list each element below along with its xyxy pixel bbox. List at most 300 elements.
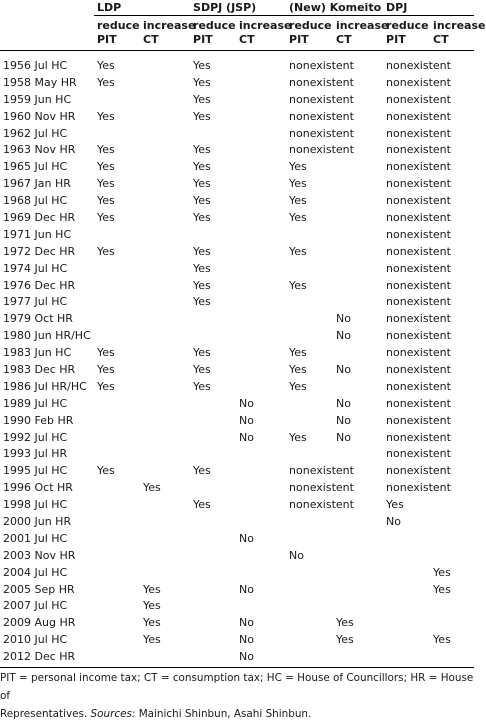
cell-ldp-reduce-pit	[94, 412, 140, 429]
cell-dpj-increase-ct	[430, 614, 474, 631]
cell-election: 1980 Jun HR/HC	[3, 329, 91, 343]
cell-election: 1992 Jul HC	[3, 430, 68, 444]
cell-sdpj-reduce-pit	[190, 581, 236, 598]
cell-ldp-reduce-pit	[94, 277, 140, 294]
table-row	[0, 108, 474, 125]
table-row	[0, 57, 474, 74]
cell-ldp-increase-ct	[140, 57, 190, 74]
cell-sdpj-increase-ct	[236, 378, 286, 395]
cell-ldp-increase-ct	[140, 344, 190, 361]
cell-sdpj-increase-ct	[236, 564, 286, 581]
cell-sdpj-reduce-pit: Yes	[193, 177, 211, 191]
cell-komeito-reduce-pit: No	[289, 548, 304, 562]
cell-komeito-reduce-pit	[286, 581, 333, 598]
cell-ldp-reduce-pit	[94, 530, 140, 547]
party-header-ldp: LDP	[94, 0, 190, 16]
table-row	[0, 378, 474, 395]
party-header-row	[0, 0, 474, 16]
footnote-sources-line	[0, 705, 474, 723]
cell-sdpj-reduce-pit	[190, 564, 236, 581]
subheader-row	[0, 16, 474, 51]
table-row	[0, 479, 474, 496]
cell-dpj-reduce-pit: nonexistent	[386, 312, 451, 326]
cell-komeito-reduce-pit: nonexistent	[289, 126, 354, 140]
cell-komeito-increase-ct	[333, 209, 383, 226]
cell-sdpj-reduce-pit: Yes	[193, 498, 211, 512]
cell-komeito-increase-ct: No	[336, 312, 351, 326]
cell-election: 1995 Jul HC	[3, 464, 68, 478]
cell-komeito-reduce-pit: Yes	[289, 210, 307, 224]
cell-ldp-reduce-pit	[94, 91, 140, 108]
cell-komeito-increase-ct: Yes	[336, 633, 354, 647]
cell-komeito-reduce-pit	[286, 648, 333, 665]
cell-election: 1979 Oct HR	[3, 312, 73, 326]
cell-komeito-increase-ct	[333, 344, 383, 361]
cell-komeito-reduce-pit: nonexistent	[289, 143, 354, 157]
cell-sdpj-increase-ct	[236, 243, 286, 260]
cell-election: 1989 Jul HC	[3, 396, 68, 410]
cell-komeito-reduce-pit: Yes	[289, 177, 307, 191]
cell-election: 1996 Oct HR	[3, 481, 73, 495]
cell-sdpj-reduce-pit: Yes	[193, 210, 211, 224]
table-footnote	[0, 667, 474, 723]
cell-sdpj-increase-ct: No	[239, 430, 254, 444]
table-row	[0, 395, 474, 412]
cell-komeito-increase-ct	[333, 581, 383, 598]
cell-dpj-reduce-pit: nonexistent	[386, 143, 451, 157]
cell-sdpj-reduce-pit	[190, 614, 236, 631]
cell-komeito-increase-ct	[333, 445, 383, 462]
cell-dpj-increase-ct	[430, 496, 474, 513]
cell-komeito-reduce-pit	[286, 598, 333, 615]
cell-sdpj-reduce-pit: Yes	[193, 194, 211, 208]
cell-dpj-reduce-pit: nonexistent	[386, 58, 451, 72]
cell-sdpj-reduce-pit: Yes	[193, 244, 211, 258]
cell-komeito-reduce-pit	[286, 260, 333, 277]
cell-dpj-reduce-pit: nonexistent	[386, 75, 451, 89]
cell-sdpj-increase-ct	[236, 192, 286, 209]
cell-komeito-increase-ct	[333, 598, 383, 615]
cell-election: 1971 Jun HC	[3, 227, 72, 241]
cell-dpj-reduce-pit: nonexistent	[386, 194, 451, 208]
cell-sdpj-reduce-pit: Yes	[193, 379, 211, 393]
cell-election: 1968 Jul HC	[3, 194, 68, 208]
cell-sdpj-increase-ct	[236, 361, 286, 378]
cell-ldp-increase-ct: Yes	[143, 616, 161, 630]
cell-sdpj-increase-ct	[236, 108, 286, 125]
cell-komeito-reduce-pit: Yes	[289, 244, 307, 258]
cell-komeito-increase-ct	[333, 243, 383, 260]
cell-ldp-increase-ct: Yes	[143, 599, 161, 613]
cell-dpj-reduce-pit: nonexistent	[386, 329, 451, 343]
cell-ldp-reduce-pit: Yes	[97, 58, 115, 72]
cell-dpj-reduce-pit	[383, 530, 430, 547]
table-row	[0, 327, 474, 344]
cell-ldp-increase-ct	[140, 564, 190, 581]
cell-dpj-reduce-pit: nonexistent	[386, 261, 451, 275]
table-row	[0, 564, 474, 581]
cell-komeito-reduce-pit: nonexistent	[289, 58, 354, 72]
cell-sdpj-increase-ct	[236, 158, 286, 175]
cell-ldp-reduce-pit: Yes	[97, 194, 115, 208]
cell-komeito-reduce-pit: Yes	[289, 194, 307, 208]
header-corner	[0, 0, 94, 16]
cell-ldp-reduce-pit: Yes	[97, 210, 115, 224]
cell-ldp-reduce-pit	[94, 293, 140, 310]
cell-sdpj-increase-ct	[236, 260, 286, 277]
cell-ldp-increase-ct	[140, 547, 190, 564]
cell-komeito-increase-ct: No	[336, 362, 351, 376]
cell-sdpj-increase-ct	[236, 310, 286, 327]
cell-komeito-increase-ct: No	[336, 396, 351, 410]
cell-sdpj-increase-ct	[236, 344, 286, 361]
cell-sdpj-increase-ct	[236, 277, 286, 294]
table-row	[0, 513, 474, 530]
subheader-corner	[0, 16, 94, 51]
cell-komeito-increase-ct	[333, 378, 383, 395]
cell-election: 2010 Jul HC	[3, 633, 68, 647]
table-body	[0, 51, 474, 666]
table-row	[0, 293, 474, 310]
cell-dpj-increase-ct: Yes	[433, 565, 451, 579]
table-row	[0, 530, 474, 547]
cell-komeito-reduce-pit: Yes	[289, 278, 307, 292]
cell-sdpj-increase-ct	[236, 91, 286, 108]
cell-komeito-increase-ct	[333, 547, 383, 564]
subheader-komeito-increase-ct: increase CT	[333, 16, 383, 51]
cell-komeito-reduce-pit	[286, 293, 333, 310]
cell-dpj-reduce-pit	[383, 648, 430, 665]
cell-sdpj-increase-ct	[236, 513, 286, 530]
cell-dpj-reduce-pit: nonexistent	[386, 278, 451, 292]
table-row	[0, 226, 474, 243]
cell-sdpj-reduce-pit: Yes	[193, 58, 211, 72]
cell-sdpj-increase-ct	[236, 327, 286, 344]
table-row	[0, 412, 474, 429]
cell-ldp-reduce-pit	[94, 547, 140, 564]
cell-sdpj-reduce-pit	[190, 327, 236, 344]
cell-sdpj-increase-ct	[236, 209, 286, 226]
cell-ldp-reduce-pit	[94, 581, 140, 598]
cell-komeito-reduce-pit	[286, 327, 333, 344]
cell-sdpj-reduce-pit	[190, 445, 236, 462]
cell-ldp-increase-ct	[140, 429, 190, 446]
cell-ldp-increase-ct: Yes	[143, 582, 161, 596]
cell-ldp-reduce-pit: Yes	[97, 177, 115, 191]
cell-sdpj-reduce-pit: Yes	[193, 346, 211, 360]
table-row	[0, 192, 474, 209]
cell-sdpj-reduce-pit	[190, 547, 236, 564]
cell-komeito-increase-ct	[333, 648, 383, 665]
cell-ldp-increase-ct	[140, 412, 190, 429]
cell-sdpj-increase-ct: No	[239, 633, 254, 647]
table-row	[0, 277, 474, 294]
cell-dpj-reduce-pit: nonexistent	[386, 92, 451, 106]
cell-ldp-reduce-pit: Yes	[97, 362, 115, 376]
cell-komeito-reduce-pit	[286, 412, 333, 429]
table-row	[0, 581, 474, 598]
table-row	[0, 243, 474, 260]
cell-dpj-reduce-pit: nonexistent	[386, 464, 451, 478]
subheader-dpj-increase-ct: increase CT	[430, 16, 474, 51]
cell-sdpj-increase-ct	[236, 141, 286, 158]
cell-election: 2005 Sep HR	[3, 582, 75, 596]
cell-dpj-reduce-pit	[383, 614, 430, 631]
table-row	[0, 631, 474, 648]
table-row	[0, 648, 474, 665]
cell-ldp-reduce-pit	[94, 648, 140, 665]
cell-sdpj-increase-ct	[236, 125, 286, 142]
cell-dpj-increase-ct: Yes	[433, 633, 451, 647]
cell-ldp-increase-ct	[140, 260, 190, 277]
cell-ldp-increase-ct	[140, 327, 190, 344]
cell-election: 1993 Jul HR	[3, 447, 68, 461]
cell-sdpj-reduce-pit	[190, 429, 236, 446]
cell-sdpj-reduce-pit	[190, 310, 236, 327]
cell-ldp-increase-ct	[140, 74, 190, 91]
cell-election: 1962 Jul HC	[3, 126, 68, 140]
cell-komeito-increase-ct	[333, 513, 383, 530]
cell-sdpj-increase-ct	[236, 74, 286, 91]
cell-sdpj-increase-ct	[236, 479, 286, 496]
cell-ldp-increase-ct	[140, 175, 190, 192]
cell-election: 2003 Nov HR	[3, 548, 76, 562]
cell-dpj-reduce-pit	[383, 564, 430, 581]
cell-komeito-increase-ct: No	[336, 329, 351, 343]
cell-sdpj-reduce-pit: Yes	[193, 143, 211, 157]
cell-komeito-reduce-pit: nonexistent	[289, 464, 354, 478]
cell-komeito-reduce-pit: Yes	[289, 430, 307, 444]
cell-ldp-increase-ct	[140, 125, 190, 142]
cell-sdpj-reduce-pit	[190, 412, 236, 429]
cell-dpj-reduce-pit: Yes	[386, 498, 404, 512]
cell-komeito-reduce-pit: nonexistent	[289, 92, 354, 106]
cell-komeito-increase-ct: Yes	[336, 616, 354, 630]
cell-ldp-reduce-pit	[94, 125, 140, 142]
cell-sdpj-increase-ct: No	[239, 413, 254, 427]
cell-ldp-reduce-pit	[94, 598, 140, 615]
cell-komeito-increase-ct	[333, 175, 383, 192]
table-row	[0, 175, 474, 192]
table-row	[0, 598, 474, 615]
cell-dpj-reduce-pit	[383, 547, 430, 564]
cell-election: 1974 Jul HC	[3, 261, 68, 275]
cell-sdpj-increase-ct	[236, 598, 286, 615]
cell-dpj-reduce-pit: nonexistent	[386, 126, 451, 140]
cell-sdpj-increase-ct	[236, 462, 286, 479]
cell-komeito-increase-ct: No	[336, 430, 351, 444]
party-header-komeito: (New) Komeito	[286, 0, 383, 16]
cell-dpj-increase-ct	[430, 530, 474, 547]
cell-komeito-increase-ct	[333, 530, 383, 547]
party-header-sdpj: SDPJ (JSP)	[190, 0, 286, 16]
table-row	[0, 74, 474, 91]
cell-dpj-reduce-pit: nonexistent	[386, 413, 451, 427]
cell-ldp-increase-ct	[140, 530, 190, 547]
cell-ldp-increase-ct	[140, 108, 190, 125]
cell-election: 1983 Jun HC	[3, 346, 72, 360]
cell-ldp-reduce-pit	[94, 310, 140, 327]
table-row	[0, 614, 474, 631]
cell-ldp-increase-ct	[140, 445, 190, 462]
cell-dpj-reduce-pit: No	[386, 514, 402, 528]
cell-ldp-increase-ct	[140, 293, 190, 310]
cell-dpj-reduce-pit: nonexistent	[386, 481, 451, 495]
cell-dpj-increase-ct: Yes	[433, 582, 451, 596]
cell-dpj-reduce-pit: nonexistent	[386, 160, 451, 174]
table-row	[0, 260, 474, 277]
cell-sdpj-increase-ct	[236, 496, 286, 513]
cell-ldp-reduce-pit: Yes	[97, 143, 115, 157]
cell-election: 2001 Jul HC	[3, 531, 68, 545]
cell-ldp-reduce-pit	[94, 564, 140, 581]
cell-ldp-increase-ct	[140, 243, 190, 260]
cell-ldp-reduce-pit	[94, 327, 140, 344]
cell-ldp-reduce-pit	[94, 260, 140, 277]
cell-komeito-reduce-pit	[286, 226, 333, 243]
subheader-komeito-reduce-pit: reduce PIT	[286, 16, 333, 51]
footnote-abbreviations: PIT = personal income tax; CT = consumption tax; HC = House of Councillors; HR = House of	[0, 672, 474, 702]
cell-komeito-increase-ct	[333, 158, 383, 175]
cell-komeito-increase-ct	[333, 564, 383, 581]
cell-dpj-reduce-pit	[383, 581, 430, 598]
cell-ldp-reduce-pit	[94, 395, 140, 412]
subheader-sdpj-reduce-pit: reduce PIT	[190, 16, 236, 51]
cell-election: 2009 Aug HR	[3, 616, 76, 630]
cell-sdpj-reduce-pit: Yes	[193, 464, 211, 478]
cell-ldp-reduce-pit: Yes	[97, 109, 115, 123]
cell-dpj-reduce-pit: nonexistent	[386, 227, 451, 241]
footnote-line2-prefix: Representatives.	[0, 708, 88, 720]
cell-election: 1972 Dec HR	[3, 244, 76, 258]
cell-sdpj-reduce-pit: Yes	[193, 109, 211, 123]
cell-sdpj-reduce-pit: Yes	[193, 295, 211, 309]
cell-komeito-reduce-pit: Yes	[289, 346, 307, 360]
cell-komeito-increase-ct	[333, 260, 383, 277]
cell-komeito-reduce-pit	[286, 445, 333, 462]
cell-ldp-reduce-pit	[94, 479, 140, 496]
cell-sdpj-reduce-pit: Yes	[193, 261, 211, 275]
cell-ldp-increase-ct: Yes	[143, 481, 161, 495]
cell-dpj-increase-ct	[430, 648, 474, 665]
cell-ldp-increase-ct	[140, 496, 190, 513]
cell-election: 1958 May HR	[3, 75, 77, 89]
cell-ldp-increase-ct	[140, 395, 190, 412]
cell-election: 1990 Feb HR	[3, 413, 74, 427]
cell-ldp-increase-ct	[140, 361, 190, 378]
cell-election: 2004 Jul HC	[3, 565, 68, 579]
table-row	[0, 310, 474, 327]
cell-komeito-reduce-pit	[286, 395, 333, 412]
cell-ldp-reduce-pit	[94, 631, 140, 648]
cell-sdpj-reduce-pit	[190, 530, 236, 547]
cell-election: 1986 Jul HR/HC	[3, 379, 87, 393]
cell-election: 2000 Jun HR	[3, 514, 72, 528]
cell-sdpj-reduce-pit	[190, 125, 236, 142]
table-row	[0, 496, 474, 513]
table-header	[0, 0, 486, 51]
cell-komeito-reduce-pit	[286, 513, 333, 530]
cell-komeito-reduce-pit	[286, 631, 333, 648]
table-row	[0, 547, 474, 564]
cell-dpj-increase-ct	[430, 598, 474, 615]
cell-komeito-reduce-pit: Yes	[289, 362, 307, 376]
cell-ldp-increase-ct	[140, 141, 190, 158]
cell-election: 1960 Nov HR	[3, 109, 76, 123]
cell-election: 1969 Dec HR	[3, 210, 76, 224]
cell-komeito-reduce-pit	[286, 310, 333, 327]
cell-dpj-reduce-pit: nonexistent	[386, 295, 451, 309]
cell-sdpj-increase-ct: No	[239, 616, 254, 630]
table-row	[0, 141, 474, 158]
cell-ldp-reduce-pit	[94, 614, 140, 631]
table-row	[0, 209, 474, 226]
cell-komeito-reduce-pit	[286, 614, 333, 631]
cell-sdpj-increase-ct	[236, 293, 286, 310]
cell-ldp-increase-ct	[140, 462, 190, 479]
cell-komeito-reduce-pit: nonexistent	[289, 498, 354, 512]
cell-ldp-reduce-pit	[94, 496, 140, 513]
cell-election: 1977 Jul HC	[3, 295, 68, 309]
cell-sdpj-increase-ct	[236, 445, 286, 462]
cell-election: 1998 Jul HC	[3, 498, 68, 512]
cell-dpj-reduce-pit: nonexistent	[386, 346, 451, 360]
table-row	[0, 125, 474, 142]
table-row	[0, 445, 474, 462]
cell-election: 2012 Dec HR	[3, 650, 76, 664]
cell-election: 1965 Jul HC	[3, 160, 68, 174]
cell-dpj-increase-ct	[430, 547, 474, 564]
cell-ldp-reduce-pit: Yes	[97, 379, 115, 393]
cell-ldp-increase-ct	[140, 192, 190, 209]
subheader-ldp-reduce-pit: reduce PIT	[94, 16, 140, 51]
cell-dpj-reduce-pit: nonexistent	[386, 362, 451, 376]
cell-ldp-reduce-pit: Yes	[97, 346, 115, 360]
cell-ldp-reduce-pit	[94, 226, 140, 243]
cell-sdpj-reduce-pit: Yes	[193, 278, 211, 292]
cell-komeito-reduce-pit	[286, 564, 333, 581]
cell-sdpj-increase-ct	[236, 226, 286, 243]
cell-sdpj-reduce-pit: Yes	[193, 75, 211, 89]
cell-ldp-increase-ct	[140, 277, 190, 294]
cell-dpj-reduce-pit: nonexistent	[386, 210, 451, 224]
cell-dpj-reduce-pit: nonexistent	[386, 396, 451, 410]
cell-dpj-reduce-pit: nonexistent	[386, 244, 451, 258]
table-row	[0, 91, 474, 108]
cell-komeito-increase-ct	[333, 226, 383, 243]
cell-election: 1959 Jun HC	[3, 92, 72, 106]
table-row	[0, 429, 474, 446]
cell-sdpj-reduce-pit	[190, 479, 236, 496]
cell-sdpj-reduce-pit	[190, 648, 236, 665]
cell-komeito-reduce-pit: Yes	[289, 160, 307, 174]
table-row	[0, 361, 474, 378]
cell-sdpj-reduce-pit: Yes	[193, 362, 211, 376]
cell-dpj-reduce-pit: nonexistent	[386, 447, 451, 461]
cell-dpj-reduce-pit	[383, 631, 430, 648]
cell-sdpj-increase-ct: No	[239, 531, 254, 545]
cell-election: 1956 Jul HC	[3, 58, 68, 72]
cell-ldp-reduce-pit	[94, 429, 140, 446]
cell-ldp-reduce-pit	[94, 513, 140, 530]
cell-ldp-increase-ct	[140, 209, 190, 226]
cell-sdpj-increase-ct: No	[239, 396, 254, 410]
subheader-dpj-reduce-pit: reduce PIT	[383, 16, 430, 51]
cell-ldp-increase-ct	[140, 378, 190, 395]
cell-sdpj-increase-ct: No	[239, 650, 254, 664]
cell-ldp-reduce-pit: Yes	[97, 464, 115, 478]
cell-election: 1983 Dec HR	[3, 362, 76, 376]
